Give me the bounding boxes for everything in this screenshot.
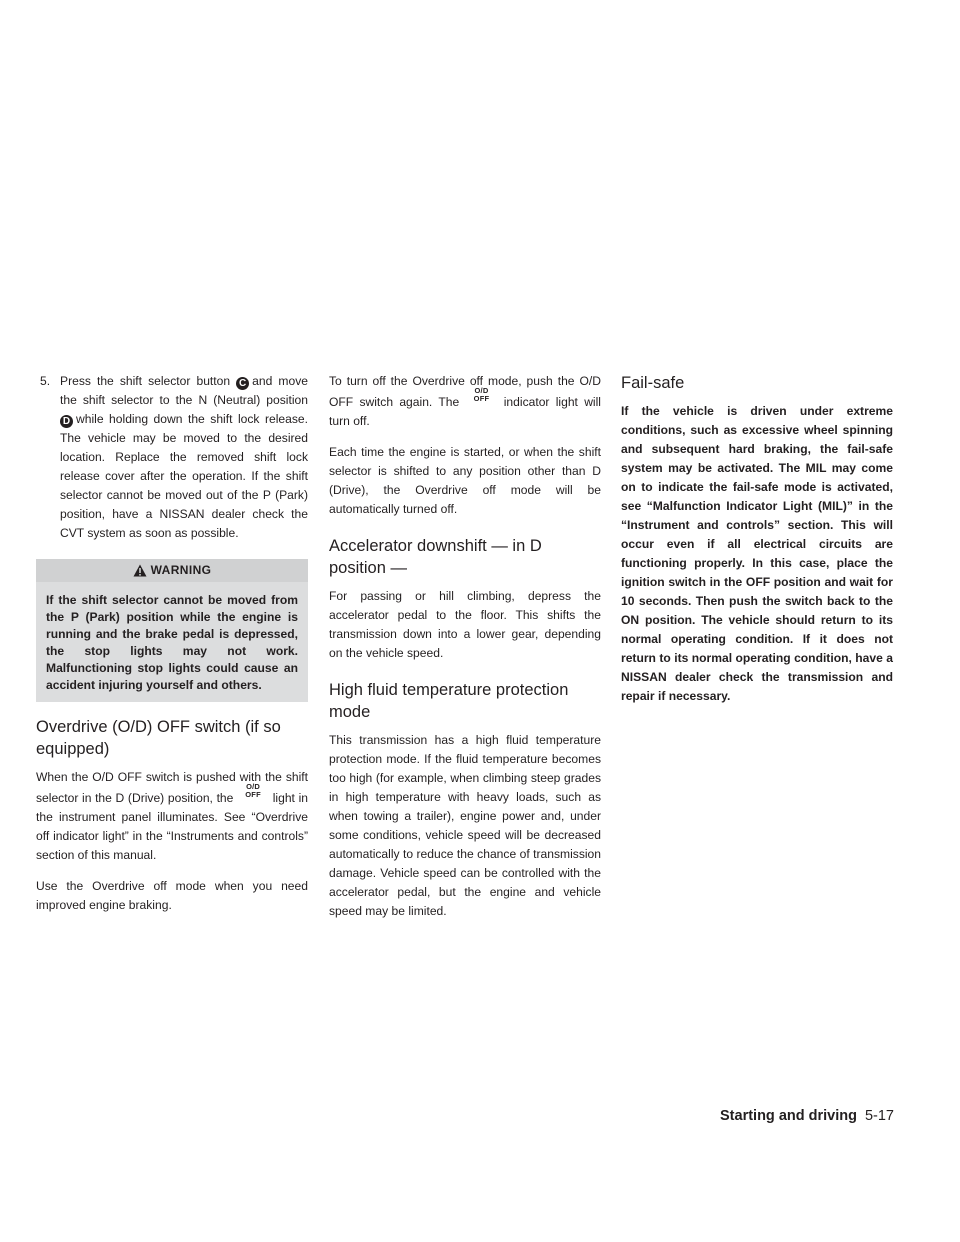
page-footer	[720, 1108, 894, 1124]
turnoff-text-b: indicator light will turn off.	[329, 395, 601, 428]
paragraph-downshift: For passing or hill climbing, depress the accelerator pedal to the floor. This shifts the transmission down into a lower gear, depending on the vehicle speed.	[329, 589, 601, 660]
paragraph-turn-off-od	[329, 372, 601, 431]
step-text-2: and move the shift selector to the N (Neutral) position	[60, 374, 308, 407]
step-number: 5.	[40, 374, 51, 388]
paragraph-fluid-temp: This transmission has a high fluid temperature protection mode. If the fluid temperature becomes too high (for example, when climbing steep grades in high temperature with heavy loads, such as when towing a trailer), engine power and, under some conditions, vehicle speed will be decreased automatically to reduce the chance of transmission damage. Vehicle speed can be controlled with the accelerator pedal, but the engine and vehicle speed may be limited.	[329, 733, 601, 918]
paragraph-od-switch	[36, 768, 308, 865]
step-text-3: while holding down the shift lock release. The vehicle may be moved to the desired location. Replace the removed shift lock release cover after the operation. If the shift selector cannot be moved out of the P (Park) position, have a NISSAN dealer check the CVT system as soon as possible.	[60, 412, 308, 540]
heading-accelerator-downshift: Accelerator downshift — in D position —	[329, 537, 542, 577]
warning-title: WARNING	[150, 563, 212, 577]
od-icon-top: O/D	[474, 386, 489, 395]
warning-box	[36, 559, 308, 702]
column-middle	[329, 372, 601, 933]
od-icon-top: O/D	[246, 782, 261, 791]
od-icon-bottom: OFF	[245, 790, 261, 799]
od-off-indicator-icon	[241, 782, 265, 805]
position-d-icon: D	[60, 415, 73, 428]
od-off-indicator-icon	[469, 386, 493, 409]
paragraph-fail-safe: If the vehicle is driven under extreme conditions, such as excessive wheel spinning and subsequent hard braking, the fail-safe system may be activated. The MIL may come on to indicate the fail-safe mode is activated, see “Malfunction Indicator Light (MIL)” in the “Instrument and controls” section. This will occur even if all electrical circuits are functioning properly. In this case, place the ignition switch in the OFF position and wait for 10 seconds. Then push the switch back to the ON position. The vehicle should return to its normal operating condition. If it does not return to its normal operating condition, have a NISSAN dealer check the transmission and repair if necessary.	[621, 404, 893, 703]
step-text-1: Press the shift selector button	[60, 374, 231, 388]
column-right	[621, 372, 893, 706]
paragraph-auto-off: Each time the engine is started, or when the shift selector is shifted to any position other than D (Drive), the Overdrive off mode will be automatically turned off.	[329, 445, 601, 516]
footer-section-title: Starting and driving	[720, 1108, 857, 1124]
warning-header	[36, 559, 308, 582]
od-icon-bottom: OFF	[473, 394, 490, 403]
button-c-icon: C	[236, 377, 249, 390]
warning-text: If the shift selector cannot be moved from the P (Park) position while the engine is running and the brake pedal is depressed, the stop lights may not work. Malfunctioning stop lights could cause an accident injuring yourself and others.	[46, 593, 298, 692]
warning-triangle-icon	[133, 564, 147, 577]
od-text-b: light in the instrument panel illuminates. See “Overdrive off indicator light” in the “Instruments and controls” section of this manual.	[36, 791, 308, 862]
column-left	[36, 372, 308, 927]
step-5	[36, 372, 308, 543]
page-number: 5-17	[864, 1108, 894, 1124]
od-text-a: When the O/D OFF switch is pushed with the shift selector in the D (Drive) position, the	[36, 770, 308, 805]
heading-high-fluid-temp: High fluid temperature protection mode	[329, 681, 569, 721]
turnoff-text-a: To turn off the Overdrive off mode, push the O/D OFF switch again. The	[329, 374, 601, 409]
heading-overdrive-switch: Overdrive (O/D) OFF switch (if so equipped)	[36, 718, 281, 758]
heading-fail-safe: Fail-safe	[621, 374, 685, 392]
paragraph-engine-braking: Use the Overdrive off mode when you need improved engine braking.	[36, 879, 308, 912]
